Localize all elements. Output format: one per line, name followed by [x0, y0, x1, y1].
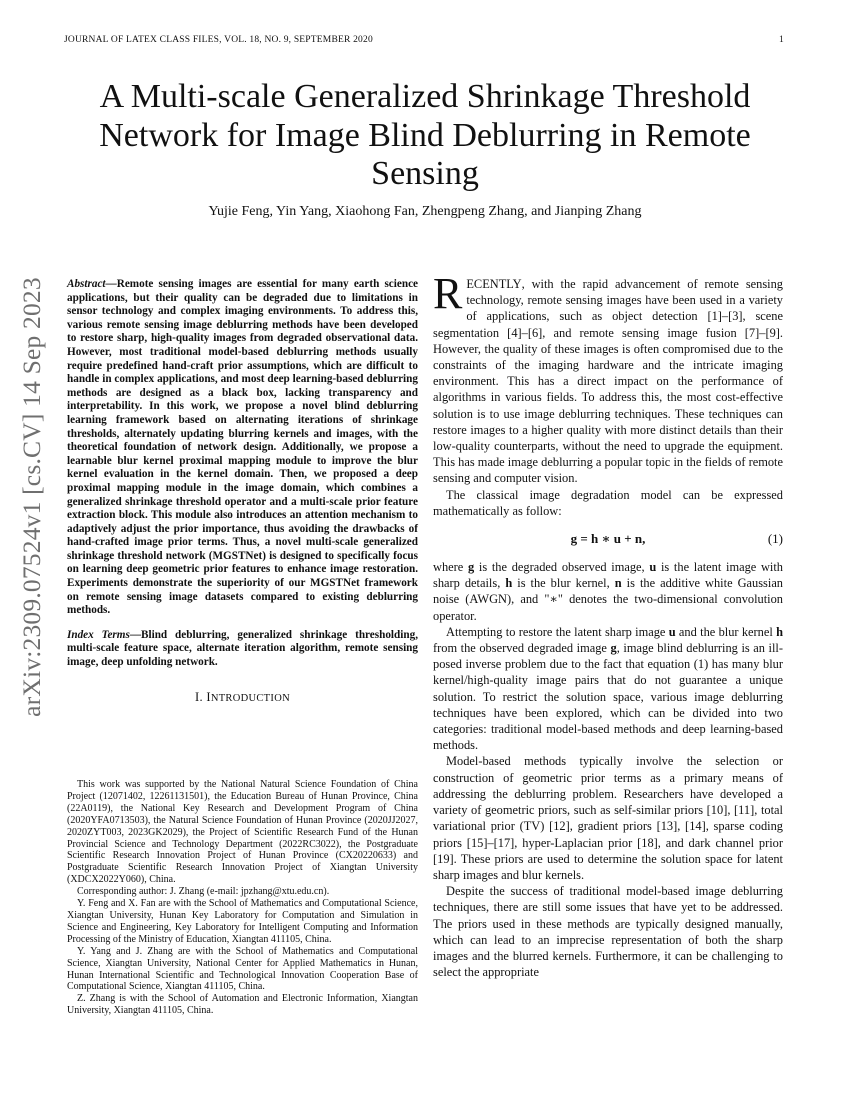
abstract-lead: Abstract: [67, 278, 106, 290]
author-list: Yujie Feng, Yin Yang, Xiaohong Fan, Zhengpeng Zhang, and Jianping Zhang: [208, 204, 642, 219]
degradation-model-paragraph: The classical image degradation model can be expressed mathematically as follow:: [433, 487, 783, 518]
ill-posed-paragraph: Attempting to restore the latent sharp image u and the blur kernel h from the observed degraded image g, image blind deblurring is an ill-posed inverse problem due to the fact that equation (1) has many blur kernel/high-quality image pairs that do not guarantee a unique solution. To restrict the solution space, various image deblurring techniques have been explored, which can be divided into two categories: traditional model-based methods and deep learning-based methods.: [433, 624, 784, 753]
section-heading-introduction: I. INTRODUCTION: [195, 689, 290, 704]
running-header: [64, 35, 784, 49]
abstract-text: —Remote sensing images are essential for many earth science applications, but their quality can be degraded due to limitations in sensor technology and complex imaging environments. To address this, various remote sensing image deblurring methods have been developed to restore sharp, high-quality images from degraded observational data. However, most traditional model-based deblurring methods usually require predefined hand-craft prior assumptions, which are difficult to handle in complex applications, and most deep learning-based deblurring methods are designed as a black box, lacking transparency and interpretability. In this work, we propose a novel blind deblurring learning framework based on alternating iterations of shrinkage thresholds, alternately updating blurring kernels and images, with the theoretical foundation of network design. Additionally, we propose a learnable blur kernel proximal mapping module to improve the blur kernel evaluation in the kernel domain. Then, we proposed a deep proximal mapping module in the image domain, which combines a generalized shrinkage threshold operator and a multi-scale prior feature extraction block. This module also introduces an attention mechanism to adaptively adjust the prior importance, thus avoiding the drawbacks of hand-crafted image prior terms. Thus, a novel multi-scale generalized shrinkage threshold network (MGSTNet) is designed to specifically focus on learning deep geometric prior features to enhance image restoration. Experiments demonstrate the superiority of our MGSTNet framework on remote sensing image datasets compared to existing deblurring methods.: [67, 278, 418, 617]
paper-title: A Multi-scale Generalized Shrinkage Threshold Network for Image Blind Deblurring in Remote Sensing: [99, 78, 751, 192]
intro-paragraph: RECENTLY, with the rapid advancement of remote sensing technology, remote sensing images have been used in a variety of applications, such as object detection [1]–[3], scene segmentation [4]–[6], and remote sensing image fusion [7]–[9]. However, the quality of these images is often compromised due to the constraints of the imaging hardware and the intricate imaging environment. This has a direct impact on the performance of algorithms in various fields. To address this, the most cost-effective solution is to use image deblurring techniques. These techniques can restore images to a higher quality with more distinct details than their low-quality counterparts, without the need to upgrade the equipment. This has made image deblurring a popular topic in the fields of remote sensing and computer vision.: [433, 269, 783, 486]
drop-cap: R: [433, 269, 463, 318]
arxiv-identifier: arXiv:2309.07524v1 [cs.CV] 14 Sep 2023: [17, 277, 46, 717]
abstract: [67, 278, 418, 618]
footnote-affiliation-yang-zhang: Y. Yang and J. Zhang are with the School of Mathematics and Computational Science, Xiangtan University, National Center for Applied Mathematics in Hunan, Hunan International Scientific and Technological Innovation Cooperation Base of Computational Science, Xiangtan 411105, China.: [67, 945, 418, 993]
footnote-affiliation-feng-fan: Y. Feng and X. Fan are with the School of Mathematics and Computational Science, Xiangtan University, Hunan Key Laboratory for Computation and Simulation in Science and Engineering, Key Laboratory for Intelligent Computing and Information Processing of the Ministry of Education, Xiangtan 411105, China.: [67, 898, 418, 945]
page-number: 1: [779, 35, 784, 45]
footnote-affiliation-zzhang: Z. Zhang is with the School of Automation and Electronic Information, Xiangtan University, Xiangtan 411105, China.: [67, 993, 418, 1017]
left-column: [67, 278, 418, 705]
equation-number: (1): [767, 531, 783, 547]
equation-1: [433, 519, 783, 559]
footnote-corresponding-author: Corresponding author: J. Zhang (e-mail: jpzhang@xtu.edu.cn).: [77, 886, 330, 898]
index-terms-text: —Blind deblurring, generalized shrinkage thresholding, multi-scale feature space, alternate iteration algorithm, remote sensing image, deep unfolding network.: [67, 628, 418, 669]
model-based-paragraph: Model-based methods typically involve the selection or construction of geometric prior terms as a primary means of addressing the deblurring problem. Researchers have developed a variety of geometric priors, such as self-similar priors [10], [11], total variational prior (TV) [12], gradient priors [13], [14], sparse coding priors [15]–[17], hyper-Laplacian prior [18], and dark channel prior [19]. These priors are used to determine the solution space for latent sharp images and blur kernels.: [433, 754, 783, 882]
variables-paragraph: where g is the degraded observed image, u is the latent image with sharp details, h is the blur kernel, n is the additive white Gaussian noise (AWGN), and "∗" denotes the two-dimensional convolution operator.: [433, 560, 784, 623]
index-terms: [67, 629, 418, 670]
arxiv-sidebar: [5, 277, 60, 717]
limitations-paragraph: Despite the success of traditional model-based image deblurring techniques, there are still some issues that have yet to be addressed. The priors used in these methods are typically designed manually, which can lead to an imprecise representation of both the sharp images and the blurred kernels. Furthermore, it can be challenging to select the appropriate: [433, 884, 783, 980]
index-terms-lead: Index Terms: [67, 628, 130, 641]
footnote-funding: This work was supported by the National Natural Science Foundation of China Project (12071402, 12261131501), the Education Bureau of Hunan Province, China (22A0119), the National Key Research and Development Program of China (2020YFA0713503), the Natural Science Foundation of Hunan Province (2020JJ2027, 2020ZYT003, 2023GK2029), the Project of Scientific Research Fund of the Hunan Provincial Science and Technology Department (2022RC3022), the Postgraduate Scientific Research Innovation Project of Hunan Province (CX20220633) and Postgraduate Scientific Research Innovation Project of Xiangtan University (XDCX2022Y060), China.: [67, 779, 418, 886]
equation-formula: g = h ∗ u + n,: [570, 531, 646, 547]
footnotes: [67, 779, 418, 1017]
right-column: [433, 269, 784, 980]
journal-info: JOURNAL OF LATEX CLASS FILES, VOL. 18, NO. 9, SEPTEMBER 2020: [64, 35, 373, 45]
